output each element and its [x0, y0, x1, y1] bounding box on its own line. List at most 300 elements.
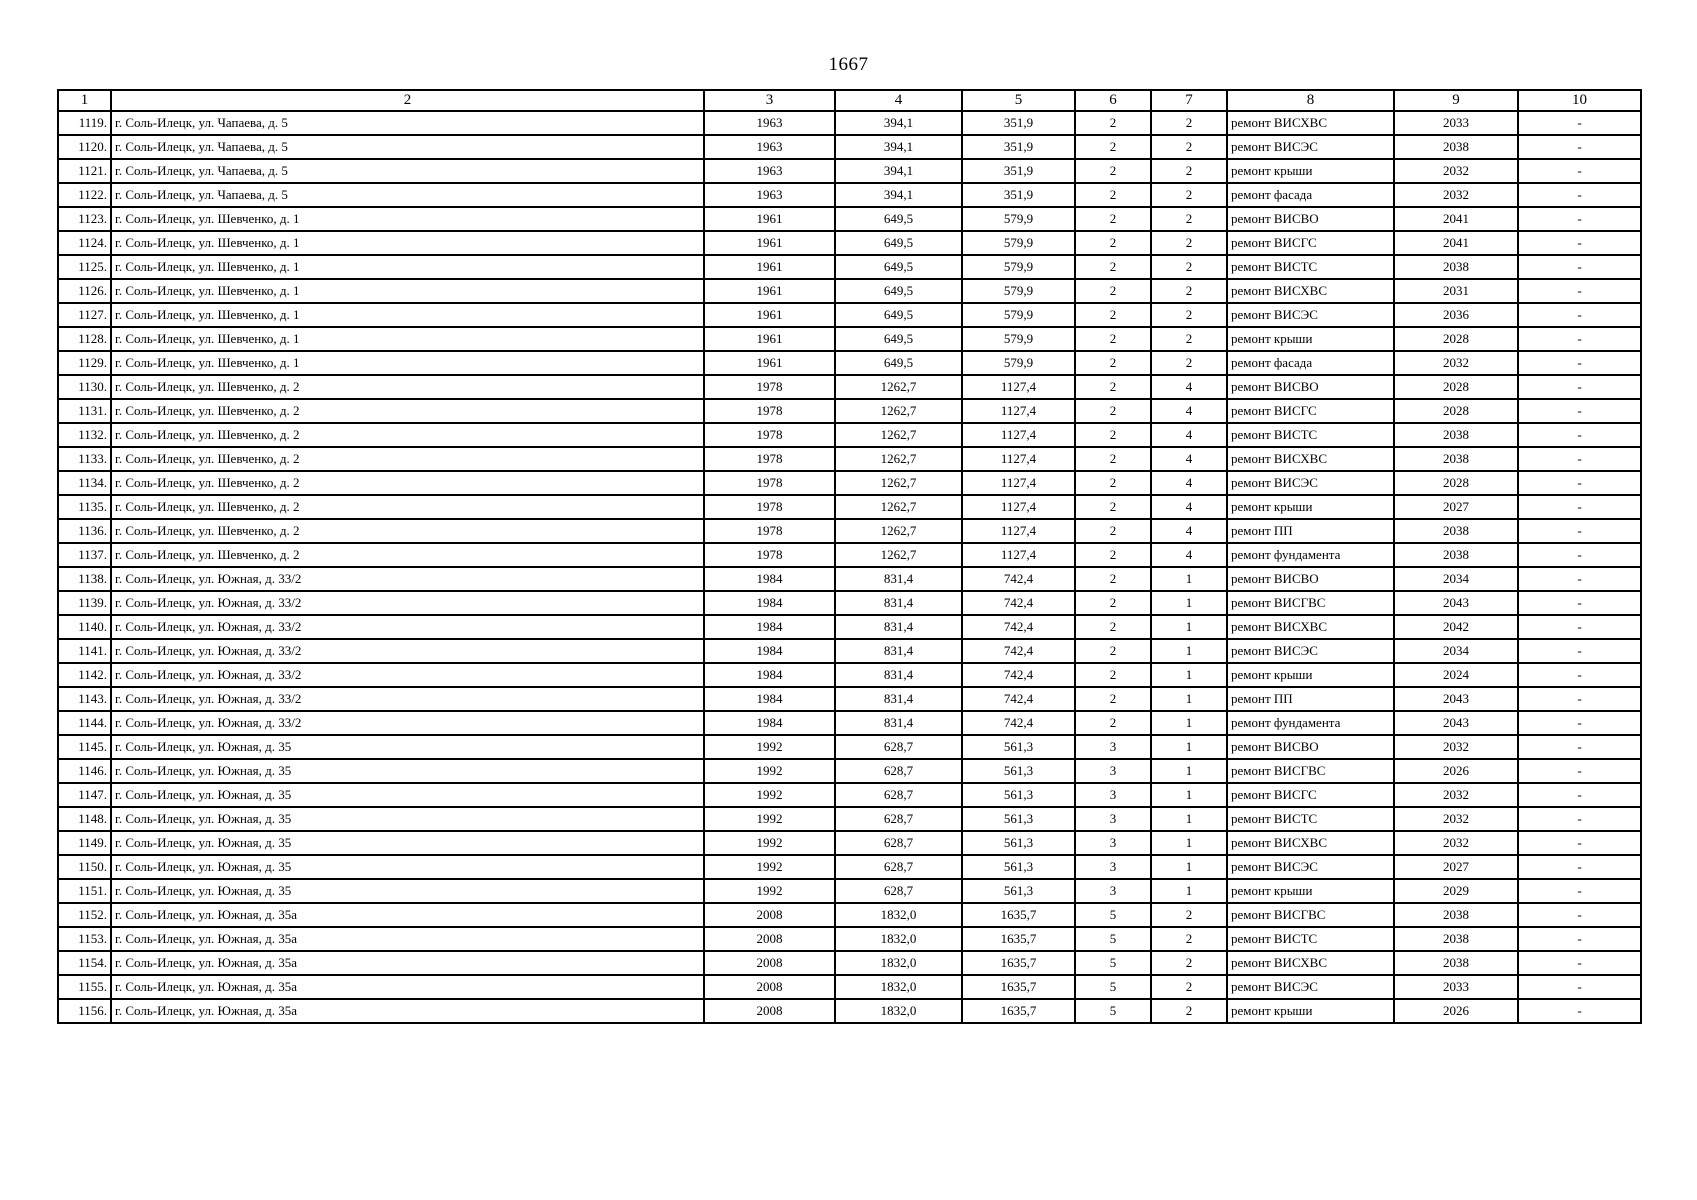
total-area-cell: 1832,0: [835, 999, 962, 1023]
address-cell: г. Соль-Илецк, ул. Южная, д. 33/2: [111, 711, 704, 735]
entrances-cell: 2: [1151, 303, 1227, 327]
build-year-cell: 1984: [704, 639, 835, 663]
build-year-cell: 1992: [704, 831, 835, 855]
row-number-cell: 1134.: [58, 471, 111, 495]
entrances-cell: 1: [1151, 615, 1227, 639]
repair-type-cell: ремонт ВИСГВС: [1227, 759, 1394, 783]
total-area-cell: 1262,7: [835, 471, 962, 495]
entrances-cell: 1: [1151, 879, 1227, 903]
planned-year-cell: 2038: [1394, 255, 1518, 279]
floors-cell: 2: [1075, 687, 1151, 711]
total-area-cell: 394,1: [835, 159, 962, 183]
build-year-cell: 1963: [704, 111, 835, 135]
planned-year-cell: 2028: [1394, 327, 1518, 351]
address-cell: г. Соль-Илецк, ул. Южная, д. 35а: [111, 903, 704, 927]
table-header: [58, 90, 1641, 111]
entrances-cell: 2: [1151, 975, 1227, 999]
entrances-cell: 4: [1151, 519, 1227, 543]
row-number-cell: 1146.: [58, 759, 111, 783]
build-year-cell: 1992: [704, 783, 835, 807]
floors-cell: 3: [1075, 735, 1151, 759]
entrances-cell: 2: [1151, 183, 1227, 207]
build-year-cell: 1961: [704, 327, 835, 351]
row-number-cell: 1153.: [58, 927, 111, 951]
total-area-cell: 628,7: [835, 855, 962, 879]
living-area-cell: 561,3: [962, 759, 1075, 783]
living-area-cell: 351,9: [962, 111, 1075, 135]
living-area-cell: 742,4: [962, 711, 1075, 735]
repair-type-cell: ремонт ВИСТС: [1227, 807, 1394, 831]
planned-year-cell: 2038: [1394, 927, 1518, 951]
note-cell: -: [1518, 663, 1641, 687]
address-cell: г. Соль-Илецк, ул. Шевченко, д. 2: [111, 447, 704, 471]
living-area-cell: 742,4: [962, 567, 1075, 591]
floors-cell: 2: [1075, 567, 1151, 591]
living-area-cell: 579,9: [962, 303, 1075, 327]
column-header: 6: [1075, 90, 1151, 111]
living-area-cell: 579,9: [962, 207, 1075, 231]
planned-year-cell: 2041: [1394, 207, 1518, 231]
floors-cell: 5: [1075, 999, 1151, 1023]
row-number-cell: 1122.: [58, 183, 111, 207]
address-cell: г. Соль-Илецк, ул. Южная, д. 35а: [111, 927, 704, 951]
build-year-cell: 1992: [704, 735, 835, 759]
living-area-cell: 1635,7: [962, 975, 1075, 999]
repair-type-cell: ремонт ВИСВО: [1227, 207, 1394, 231]
living-area-cell: 561,3: [962, 807, 1075, 831]
total-area-cell: 628,7: [835, 735, 962, 759]
note-cell: -: [1518, 351, 1641, 375]
note-cell: -: [1518, 543, 1641, 567]
floors-cell: 2: [1075, 543, 1151, 567]
planned-year-cell: 2038: [1394, 423, 1518, 447]
address-cell: г. Соль-Илецк, ул. Шевченко, д. 1: [111, 351, 704, 375]
table-row: [58, 519, 1641, 543]
total-area-cell: 649,5: [835, 207, 962, 231]
build-year-cell: 1984: [704, 687, 835, 711]
row-number-cell: 1130.: [58, 375, 111, 399]
entrances-cell: 2: [1151, 231, 1227, 255]
entrances-cell: 1: [1151, 687, 1227, 711]
planned-year-cell: 2038: [1394, 543, 1518, 567]
floors-cell: 2: [1075, 231, 1151, 255]
row-number-cell: 1141.: [58, 639, 111, 663]
total-area-cell: 394,1: [835, 135, 962, 159]
repair-type-cell: ремонт ПП: [1227, 687, 1394, 711]
build-year-cell: 2008: [704, 951, 835, 975]
build-year-cell: 1978: [704, 399, 835, 423]
build-year-cell: 1992: [704, 855, 835, 879]
entrances-cell: 2: [1151, 903, 1227, 927]
living-area-cell: 351,9: [962, 183, 1075, 207]
table-row: [58, 855, 1641, 879]
address-cell: г. Соль-Илецк, ул. Шевченко, д. 1: [111, 327, 704, 351]
address-cell: г. Соль-Илецк, ул. Чапаева, д. 5: [111, 111, 704, 135]
floors-cell: 2: [1075, 591, 1151, 615]
build-year-cell: 1978: [704, 495, 835, 519]
living-area-cell: 579,9: [962, 351, 1075, 375]
build-year-cell: 1978: [704, 447, 835, 471]
entrances-cell: 2: [1151, 327, 1227, 351]
floors-cell: 2: [1075, 351, 1151, 375]
repair-type-cell: ремонт крыши: [1227, 999, 1394, 1023]
floors-cell: 5: [1075, 951, 1151, 975]
planned-year-cell: 2041: [1394, 231, 1518, 255]
column-header: 4: [835, 90, 962, 111]
floors-cell: 2: [1075, 111, 1151, 135]
address-cell: г. Соль-Илецк, ул. Южная, д. 33/2: [111, 591, 704, 615]
planned-year-cell: 2028: [1394, 375, 1518, 399]
floors-cell: 3: [1075, 807, 1151, 831]
note-cell: -: [1518, 159, 1641, 183]
table-row: [58, 543, 1641, 567]
address-cell: г. Соль-Илецк, ул. Шевченко, д. 2: [111, 375, 704, 399]
living-area-cell: 1127,4: [962, 543, 1075, 567]
entrances-cell: 1: [1151, 591, 1227, 615]
entrances-cell: 4: [1151, 471, 1227, 495]
floors-cell: 2: [1075, 639, 1151, 663]
address-cell: г. Соль-Илецк, ул. Южная, д. 35а: [111, 975, 704, 999]
column-header: 8: [1227, 90, 1394, 111]
repair-type-cell: ремонт крыши: [1227, 663, 1394, 687]
column-header: 2: [111, 90, 704, 111]
repair-type-cell: ремонт ВИСГВС: [1227, 591, 1394, 615]
note-cell: -: [1518, 399, 1641, 423]
repair-type-cell: ремонт ВИСХВС: [1227, 447, 1394, 471]
address-cell: г. Соль-Илецк, ул. Южная, д. 35: [111, 735, 704, 759]
planned-year-cell: 2042: [1394, 615, 1518, 639]
total-area-cell: 1832,0: [835, 903, 962, 927]
living-area-cell: 1127,4: [962, 471, 1075, 495]
row-number-cell: 1129.: [58, 351, 111, 375]
table-row: [58, 423, 1641, 447]
floors-cell: 2: [1075, 303, 1151, 327]
note-cell: -: [1518, 279, 1641, 303]
row-number-cell: 1139.: [58, 591, 111, 615]
note-cell: -: [1518, 135, 1641, 159]
note-cell: -: [1518, 567, 1641, 591]
entrances-cell: 2: [1151, 159, 1227, 183]
row-number-cell: 1131.: [58, 399, 111, 423]
table-row: [58, 255, 1641, 279]
build-year-cell: 1978: [704, 519, 835, 543]
address-cell: г. Соль-Илецк, ул. Южная, д. 33/2: [111, 639, 704, 663]
planned-year-cell: 2028: [1394, 471, 1518, 495]
table-row: [58, 807, 1641, 831]
floors-cell: 2: [1075, 519, 1151, 543]
table-row: [58, 687, 1641, 711]
address-cell: г. Соль-Илецк, ул. Южная, д. 35: [111, 807, 704, 831]
table-row: [58, 831, 1641, 855]
total-area-cell: 649,5: [835, 231, 962, 255]
living-area-cell: 351,9: [962, 135, 1075, 159]
address-cell: г. Соль-Илецк, ул. Шевченко, д. 2: [111, 423, 704, 447]
repair-type-cell: ремонт ВИСГС: [1227, 399, 1394, 423]
entrances-cell: 4: [1151, 423, 1227, 447]
table-row: [58, 879, 1641, 903]
row-number-cell: 1154.: [58, 951, 111, 975]
row-number-cell: 1145.: [58, 735, 111, 759]
build-year-cell: 1978: [704, 471, 835, 495]
note-cell: -: [1518, 927, 1641, 951]
address-cell: г. Соль-Илецк, ул. Южная, д. 33/2: [111, 687, 704, 711]
note-cell: -: [1518, 495, 1641, 519]
address-cell: г. Соль-Илецк, ул. Южная, д. 33/2: [111, 615, 704, 639]
build-year-cell: 2008: [704, 927, 835, 951]
repair-type-cell: ремонт ВИСВО: [1227, 735, 1394, 759]
entrances-cell: 1: [1151, 735, 1227, 759]
table-row: [58, 207, 1641, 231]
total-area-cell: 394,1: [835, 183, 962, 207]
note-cell: -: [1518, 759, 1641, 783]
entrances-cell: 1: [1151, 831, 1227, 855]
living-area-cell: 1127,4: [962, 447, 1075, 471]
entrances-cell: 4: [1151, 447, 1227, 471]
total-area-cell: 649,5: [835, 255, 962, 279]
planned-year-cell: 2032: [1394, 351, 1518, 375]
build-year-cell: 2008: [704, 903, 835, 927]
repair-type-cell: ремонт ВИСТС: [1227, 423, 1394, 447]
planned-year-cell: 2032: [1394, 807, 1518, 831]
repair-type-cell: ремонт ВИСТС: [1227, 927, 1394, 951]
table-row: [58, 711, 1641, 735]
table-row: [58, 399, 1641, 423]
total-area-cell: 1262,7: [835, 519, 962, 543]
repair-type-cell: ремонт ВИСВО: [1227, 567, 1394, 591]
living-area-cell: 742,4: [962, 639, 1075, 663]
planned-year-cell: 2032: [1394, 735, 1518, 759]
address-cell: г. Соль-Илецк, ул. Южная, д. 33/2: [111, 567, 704, 591]
table-row: [58, 903, 1641, 927]
living-area-cell: 742,4: [962, 687, 1075, 711]
planned-year-cell: 2034: [1394, 639, 1518, 663]
total-area-cell: 1832,0: [835, 975, 962, 999]
entrances-cell: 1: [1151, 567, 1227, 591]
address-cell: г. Соль-Илецк, ул. Шевченко, д. 1: [111, 255, 704, 279]
build-year-cell: 1984: [704, 711, 835, 735]
living-area-cell: 561,3: [962, 855, 1075, 879]
repair-type-cell: ремонт ВИСХВС: [1227, 279, 1394, 303]
table-row: [58, 231, 1641, 255]
note-cell: -: [1518, 855, 1641, 879]
planned-year-cell: 2033: [1394, 111, 1518, 135]
build-year-cell: 1984: [704, 591, 835, 615]
build-year-cell: 1978: [704, 423, 835, 447]
repair-type-cell: ремонт фасада: [1227, 183, 1394, 207]
entrances-cell: 1: [1151, 855, 1227, 879]
row-number-cell: 1149.: [58, 831, 111, 855]
note-cell: -: [1518, 711, 1641, 735]
living-area-cell: 561,3: [962, 783, 1075, 807]
note-cell: -: [1518, 183, 1641, 207]
living-area-cell: 742,4: [962, 615, 1075, 639]
row-number-cell: 1127.: [58, 303, 111, 327]
planned-year-cell: 2032: [1394, 159, 1518, 183]
total-area-cell: 628,7: [835, 831, 962, 855]
total-area-cell: 831,4: [835, 663, 962, 687]
note-cell: -: [1518, 951, 1641, 975]
floors-cell: 2: [1075, 183, 1151, 207]
row-number-cell: 1120.: [58, 135, 111, 159]
note-cell: -: [1518, 903, 1641, 927]
living-area-cell: 1635,7: [962, 951, 1075, 975]
build-year-cell: 1963: [704, 183, 835, 207]
floors-cell: 3: [1075, 879, 1151, 903]
address-cell: г. Соль-Илецк, ул. Шевченко, д. 2: [111, 495, 704, 519]
planned-year-cell: 2029: [1394, 879, 1518, 903]
entrances-cell: 2: [1151, 135, 1227, 159]
build-year-cell: 1984: [704, 663, 835, 687]
living-area-cell: 579,9: [962, 231, 1075, 255]
total-area-cell: 831,4: [835, 567, 962, 591]
address-cell: г. Соль-Илецк, ул. Южная, д. 35: [111, 855, 704, 879]
address-cell: г. Соль-Илецк, ул. Шевченко, д. 1: [111, 303, 704, 327]
living-area-cell: 561,3: [962, 735, 1075, 759]
build-year-cell: 1984: [704, 615, 835, 639]
note-cell: -: [1518, 783, 1641, 807]
table-row: [58, 375, 1641, 399]
address-cell: г. Соль-Илецк, ул. Южная, д. 35а: [111, 951, 704, 975]
build-year-cell: 2008: [704, 975, 835, 999]
repair-type-cell: ремонт ПП: [1227, 519, 1394, 543]
floors-cell: 2: [1075, 327, 1151, 351]
repair-type-cell: ремонт фасада: [1227, 351, 1394, 375]
row-number-cell: 1140.: [58, 615, 111, 639]
entrances-cell: 2: [1151, 951, 1227, 975]
note-cell: -: [1518, 207, 1641, 231]
table-row: [58, 447, 1641, 471]
floors-cell: 5: [1075, 975, 1151, 999]
entrances-cell: 1: [1151, 639, 1227, 663]
note-cell: -: [1518, 615, 1641, 639]
table-row: [58, 111, 1641, 135]
living-area-cell: 1635,7: [962, 999, 1075, 1023]
total-area-cell: 649,5: [835, 303, 962, 327]
living-area-cell: 1127,4: [962, 423, 1075, 447]
table-row: [58, 495, 1641, 519]
floors-cell: 3: [1075, 855, 1151, 879]
living-area-cell: 1127,4: [962, 495, 1075, 519]
table-row: [58, 183, 1641, 207]
table-row: [58, 735, 1641, 759]
total-area-cell: 649,5: [835, 351, 962, 375]
row-number-cell: 1150.: [58, 855, 111, 879]
entrances-cell: 4: [1151, 495, 1227, 519]
planned-year-cell: 2032: [1394, 183, 1518, 207]
build-year-cell: 1961: [704, 207, 835, 231]
total-area-cell: 649,5: [835, 279, 962, 303]
living-area-cell: 579,9: [962, 327, 1075, 351]
total-area-cell: 628,7: [835, 759, 962, 783]
row-number-cell: 1144.: [58, 711, 111, 735]
table-row: [58, 951, 1641, 975]
row-number-cell: 1142.: [58, 663, 111, 687]
build-year-cell: 1961: [704, 279, 835, 303]
address-cell: г. Соль-Илецк, ул. Шевченко, д. 2: [111, 519, 704, 543]
table-row: [58, 327, 1641, 351]
planned-year-cell: 2043: [1394, 687, 1518, 711]
repair-type-cell: ремонт крыши: [1227, 159, 1394, 183]
total-area-cell: 831,4: [835, 615, 962, 639]
planned-year-cell: 2036: [1394, 303, 1518, 327]
row-number-cell: 1136.: [58, 519, 111, 543]
note-cell: -: [1518, 111, 1641, 135]
floors-cell: 2: [1075, 255, 1151, 279]
planned-year-cell: 2024: [1394, 663, 1518, 687]
repair-type-cell: ремонт ВИСЭС: [1227, 855, 1394, 879]
column-header: 1: [58, 90, 111, 111]
column-header: 9: [1394, 90, 1518, 111]
build-year-cell: 2008: [704, 999, 835, 1023]
address-cell: г. Соль-Илецк, ул. Южная, д. 35а: [111, 999, 704, 1023]
living-area-cell: 742,4: [962, 663, 1075, 687]
floors-cell: 2: [1075, 207, 1151, 231]
row-number-cell: 1132.: [58, 423, 111, 447]
living-area-cell: 1127,4: [962, 399, 1075, 423]
entrances-cell: 2: [1151, 927, 1227, 951]
table-row: [58, 927, 1641, 951]
note-cell: -: [1518, 735, 1641, 759]
floors-cell: 2: [1075, 447, 1151, 471]
build-year-cell: 1992: [704, 759, 835, 783]
note-cell: -: [1518, 831, 1641, 855]
repair-type-cell: ремонт ВИСЭС: [1227, 639, 1394, 663]
floors-cell: 2: [1075, 615, 1151, 639]
repair-type-cell: ремонт крыши: [1227, 495, 1394, 519]
address-cell: г. Соль-Илецк, ул. Южная, д. 35: [111, 831, 704, 855]
living-area-cell: 579,9: [962, 279, 1075, 303]
row-number-cell: 1148.: [58, 807, 111, 831]
table-row: [58, 975, 1641, 999]
living-area-cell: 579,9: [962, 255, 1075, 279]
note-cell: -: [1518, 591, 1641, 615]
address-cell: г. Соль-Илецк, ул. Шевченко, д. 2: [111, 543, 704, 567]
note-cell: -: [1518, 687, 1641, 711]
note-cell: -: [1518, 471, 1641, 495]
table-row: [58, 639, 1641, 663]
living-area-cell: 1127,4: [962, 519, 1075, 543]
planned-year-cell: 2028: [1394, 399, 1518, 423]
entrances-cell: 4: [1151, 543, 1227, 567]
total-area-cell: 394,1: [835, 111, 962, 135]
floors-cell: 5: [1075, 903, 1151, 927]
repair-type-cell: ремонт ВИСГС: [1227, 231, 1394, 255]
address-cell: г. Соль-Илецк, ул. Шевченко, д. 1: [111, 279, 704, 303]
entrances-cell: 4: [1151, 399, 1227, 423]
total-area-cell: 649,5: [835, 327, 962, 351]
repair-type-cell: ремонт ВИСЭС: [1227, 303, 1394, 327]
column-header: 5: [962, 90, 1075, 111]
entrances-cell: 2: [1151, 111, 1227, 135]
entrances-cell: 2: [1151, 255, 1227, 279]
planned-year-cell: 2027: [1394, 855, 1518, 879]
living-area-cell: 1635,7: [962, 927, 1075, 951]
living-area-cell: 351,9: [962, 159, 1075, 183]
repair-type-cell: ремонт ВИСХВС: [1227, 951, 1394, 975]
build-year-cell: 1963: [704, 135, 835, 159]
floors-cell: 2: [1075, 159, 1151, 183]
row-number-cell: 1126.: [58, 279, 111, 303]
build-year-cell: 1961: [704, 303, 835, 327]
planned-year-cell: 2034: [1394, 567, 1518, 591]
repair-type-cell: ремонт ВИСХВС: [1227, 615, 1394, 639]
row-number-cell: 1147.: [58, 783, 111, 807]
address-cell: г. Соль-Илецк, ул. Чапаева, д. 5: [111, 159, 704, 183]
repair-type-cell: ремонт ВИСХВС: [1227, 111, 1394, 135]
table-row: [58, 471, 1641, 495]
table-row: [58, 615, 1641, 639]
planned-year-cell: 2038: [1394, 903, 1518, 927]
